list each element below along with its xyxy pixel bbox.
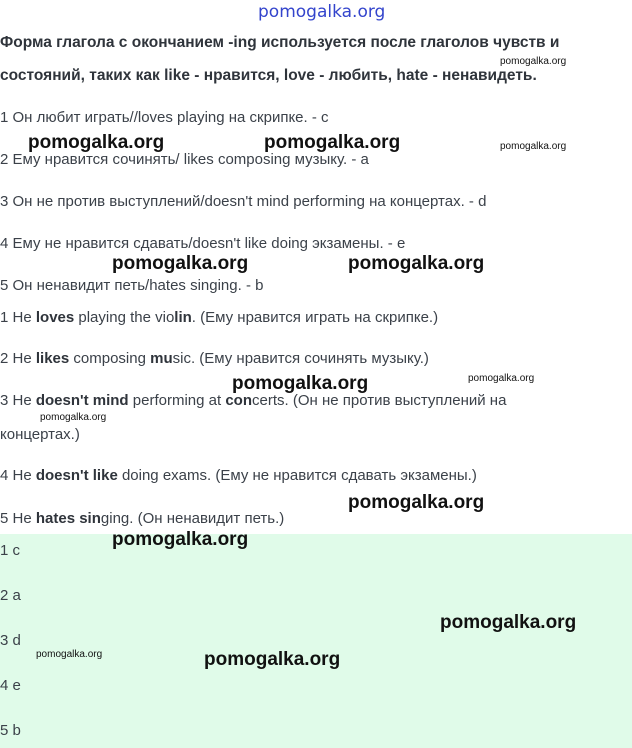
sentence-3-continued: концертах.) — [0, 426, 80, 443]
matching-item-4: 4 Ему не нравится сдавать/doesn't like doing экзамены. - e — [0, 235, 406, 252]
sentence-1-rest: . (Ему нравится играть на скрипке.) — [191, 309, 439, 326]
sentence-3-mid: performing at — [128, 392, 226, 409]
sentence-3-prefix: 3 He — [0, 392, 36, 409]
intro-line-1: Форма глагола с окончанием -ing используется после глаголов чувств и — [0, 34, 560, 51]
matching-item-1: 1 Он любит играть//loves playing на скрипке. - c — [0, 109, 329, 126]
watermark: pomogalka.org — [112, 529, 249, 550]
sentence-5-prefix: 5 He — [0, 510, 36, 527]
answers-panel — [0, 534, 632, 748]
matching-item-3: 3 Он не против выступлений/doesn't mind performing на концертах. - d — [0, 193, 487, 210]
sentence-3-stress: con — [225, 392, 252, 409]
watermark: pomogalka.org — [348, 492, 485, 513]
watermark: pomogalka.org — [440, 612, 577, 633]
answer-4: 4 e — [0, 677, 21, 694]
sentence-2-stress: mu — [150, 350, 173, 367]
watermark: pomogalka.org — [40, 412, 107, 423]
sentence-4-prefix: 4 He — [0, 467, 36, 484]
sentence-1-prefix: 1 He — [0, 309, 36, 326]
watermark: pomogalka.org — [264, 132, 401, 153]
matching-item-2: 2 Ему нравится сочинять/ likes composing музыку. - a — [0, 151, 369, 168]
sentence-3-verb: doesn't mind — [35, 392, 129, 409]
answer-1: 1 c — [0, 542, 21, 559]
sentence-5-verb: hates sin — [35, 510, 101, 527]
watermark: pomogalka.org — [500, 141, 567, 152]
sentence-4 — [0, 466, 477, 485]
watermark: pomogalka.org — [36, 649, 103, 660]
sentence-5-rest: ging. (Он ненавидит петь.) — [100, 510, 285, 527]
sentence-1-stress: lin — [174, 309, 192, 326]
answer-5: 5 b — [0, 722, 21, 739]
sentence-1-verb: loves — [35, 309, 75, 326]
sentence-4-rest: doing exams. (Ему не нравится сдавать экзамены.) — [117, 467, 477, 484]
sentence-1-mid: playing the vio — [74, 309, 175, 326]
watermark: pomogalka.org — [112, 253, 249, 274]
sentence-2-rest: sic. (Ему нравится сочинять музыку.) — [172, 350, 429, 367]
answer-3: 3 d — [0, 632, 21, 649]
sentence-5 — [0, 509, 284, 528]
sentence-2 — [0, 349, 429, 368]
answer-2: 2 a — [0, 587, 21, 604]
watermark: pomogalka.org — [348, 253, 485, 274]
watermark: pomogalka.org — [204, 649, 341, 670]
sentence-3-rest: certs. (Он не против выступлений на — [251, 392, 507, 409]
sentence-4-verb: doesn't like — [35, 467, 118, 484]
sentence-2-prefix: 2 He — [0, 350, 36, 367]
sentence-1 — [0, 308, 438, 327]
watermark: pomogalka.org — [232, 373, 369, 394]
watermark-top: pomogalka.org — [258, 2, 386, 22]
intro-line-2: состояний, таких как like - нравится, love - любить, hate - ненавидеть. — [0, 67, 537, 84]
matching-item-5: 5 Он ненавидит петь/hates singing. - b — [0, 277, 264, 294]
watermark: pomogalka.org — [28, 132, 165, 153]
watermark: pomogalka.org — [500, 56, 567, 67]
watermark: pomogalka.org — [468, 373, 535, 384]
sentence-2-verb: likes — [35, 350, 70, 367]
sentence-2-mid: composing — [69, 350, 151, 367]
